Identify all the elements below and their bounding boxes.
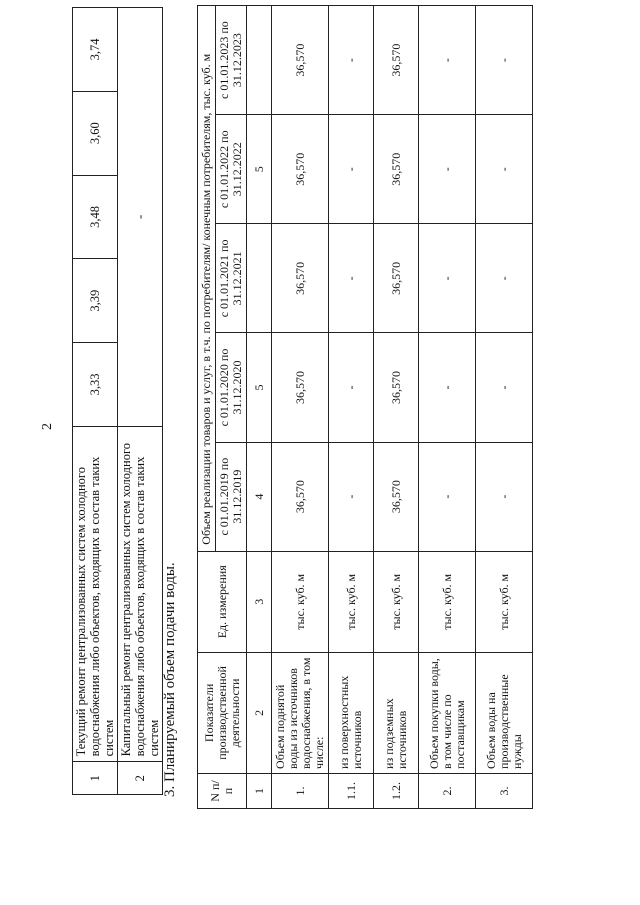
row-number: 1. [272,773,329,808]
water-supply-table [197,5,533,809]
row-description: Капитальный ремонт централизованных систем холодного водоснабжения либо объектов, входящих в состав таких систем [118,426,163,762]
value-cell: - [419,6,476,115]
merged-value-cell: - [118,8,163,427]
header-period: с 01.01.2022 по 31.12.2022 [216,115,247,224]
value-cell: 36,570 [374,115,419,224]
value-cell: - [419,115,476,224]
index-cell: 2 [247,652,272,773]
index-cell: 3 [247,551,272,652]
value-cell: - [476,224,533,333]
table-row [374,6,419,809]
row-unit: тыс. куб. м [329,551,374,652]
index-cell [247,6,272,115]
value-cell: 36,570 [272,224,329,333]
table-row [272,6,329,809]
header-unit: Ед. измерения [198,551,247,652]
table-row [419,6,476,809]
row-indicator: Объем поднятой воды из источников водоснабжения, в том числе: [272,652,329,773]
row-description: Текущий ремонт централизованных систем холодного водоснабжения либо объектов, входящих в состав таких систем [73,426,118,762]
table-row [118,8,163,795]
table-row [73,8,118,795]
header-period: с 01.01.2019 по 31.12.2019 [216,442,247,551]
value-cell: - [329,224,374,333]
row-indicator: из поверхностных источников [329,652,374,773]
value-cell: - [329,115,374,224]
value-cell: 3,48 [73,175,118,259]
row-unit: тыс. куб. м [476,551,533,652]
row-indicator: из подземных источников [374,652,419,773]
value-cell: - [476,333,533,442]
header-num: N п/п [198,773,247,808]
value-cell: 36,570 [374,333,419,442]
value-cell: 36,570 [272,333,329,442]
value-cell: - [419,224,476,333]
header-indicator: Показатели производственной деятельности [198,652,247,773]
value-cell: 36,570 [374,224,419,333]
row-unit: тыс. куб. м [419,551,476,652]
row-number: 2 [118,762,163,795]
value-cell: - [476,6,533,115]
value-cell: 3,39 [73,259,118,343]
index-cell [247,224,272,333]
value-cell: 36,570 [272,6,329,115]
section-title: 3. Планируемый объем подачи воды. [162,562,178,797]
index-cell: 4 [247,442,272,551]
index-cell: 1 [247,773,272,808]
value-cell: 3,74 [73,8,118,92]
index-row [247,6,272,809]
value-cell: - [329,442,374,551]
value-cell: 36,570 [374,6,419,115]
value-cell: - [476,442,533,551]
value-cell: - [329,6,374,115]
index-cell: 5 [247,115,272,224]
value-cell: 3,33 [73,343,118,427]
header-row [198,6,216,809]
header-volume-span: Объем реализации товаров и услуг, в т.ч. по потребителям/ конечным потребителям, тыс. куб. м [198,6,216,552]
row-unit: тыс. куб. м [374,551,419,652]
header-period: с 01.01.2023 по 31.12.2023 [216,6,247,115]
row-number: 1.2. [374,773,419,808]
value-cell: 36,570 [374,442,419,551]
row-number: 1 [73,762,118,795]
row-number: 2. [419,773,476,808]
value-cell: - [329,333,374,442]
row-indicator: Объем воды на производственные нужды [476,652,533,773]
row-indicator: Объем покупки воды, в том числе по поставщикам [419,652,476,773]
value-cell: 3,60 [73,91,118,175]
table-row [329,6,374,809]
value-cell: 36,570 [272,442,329,551]
value-cell: 36,570 [272,115,329,224]
row-number: 3. [476,773,533,808]
repair-costs-table [72,7,163,795]
value-cell: - [419,442,476,551]
header-period: с 01.01.2021 по 31.12.2021 [216,224,247,333]
value-cell: - [419,333,476,442]
row-unit: тыс. куб. м [272,551,329,652]
row-number: 1.1. [329,773,374,808]
page-number: 2 [40,423,55,430]
header-period: с 01.01.2020 по 31.12.2020 [216,333,247,442]
value-cell: - [476,115,533,224]
index-cell: 5 [247,333,272,442]
table-row [476,6,533,809]
